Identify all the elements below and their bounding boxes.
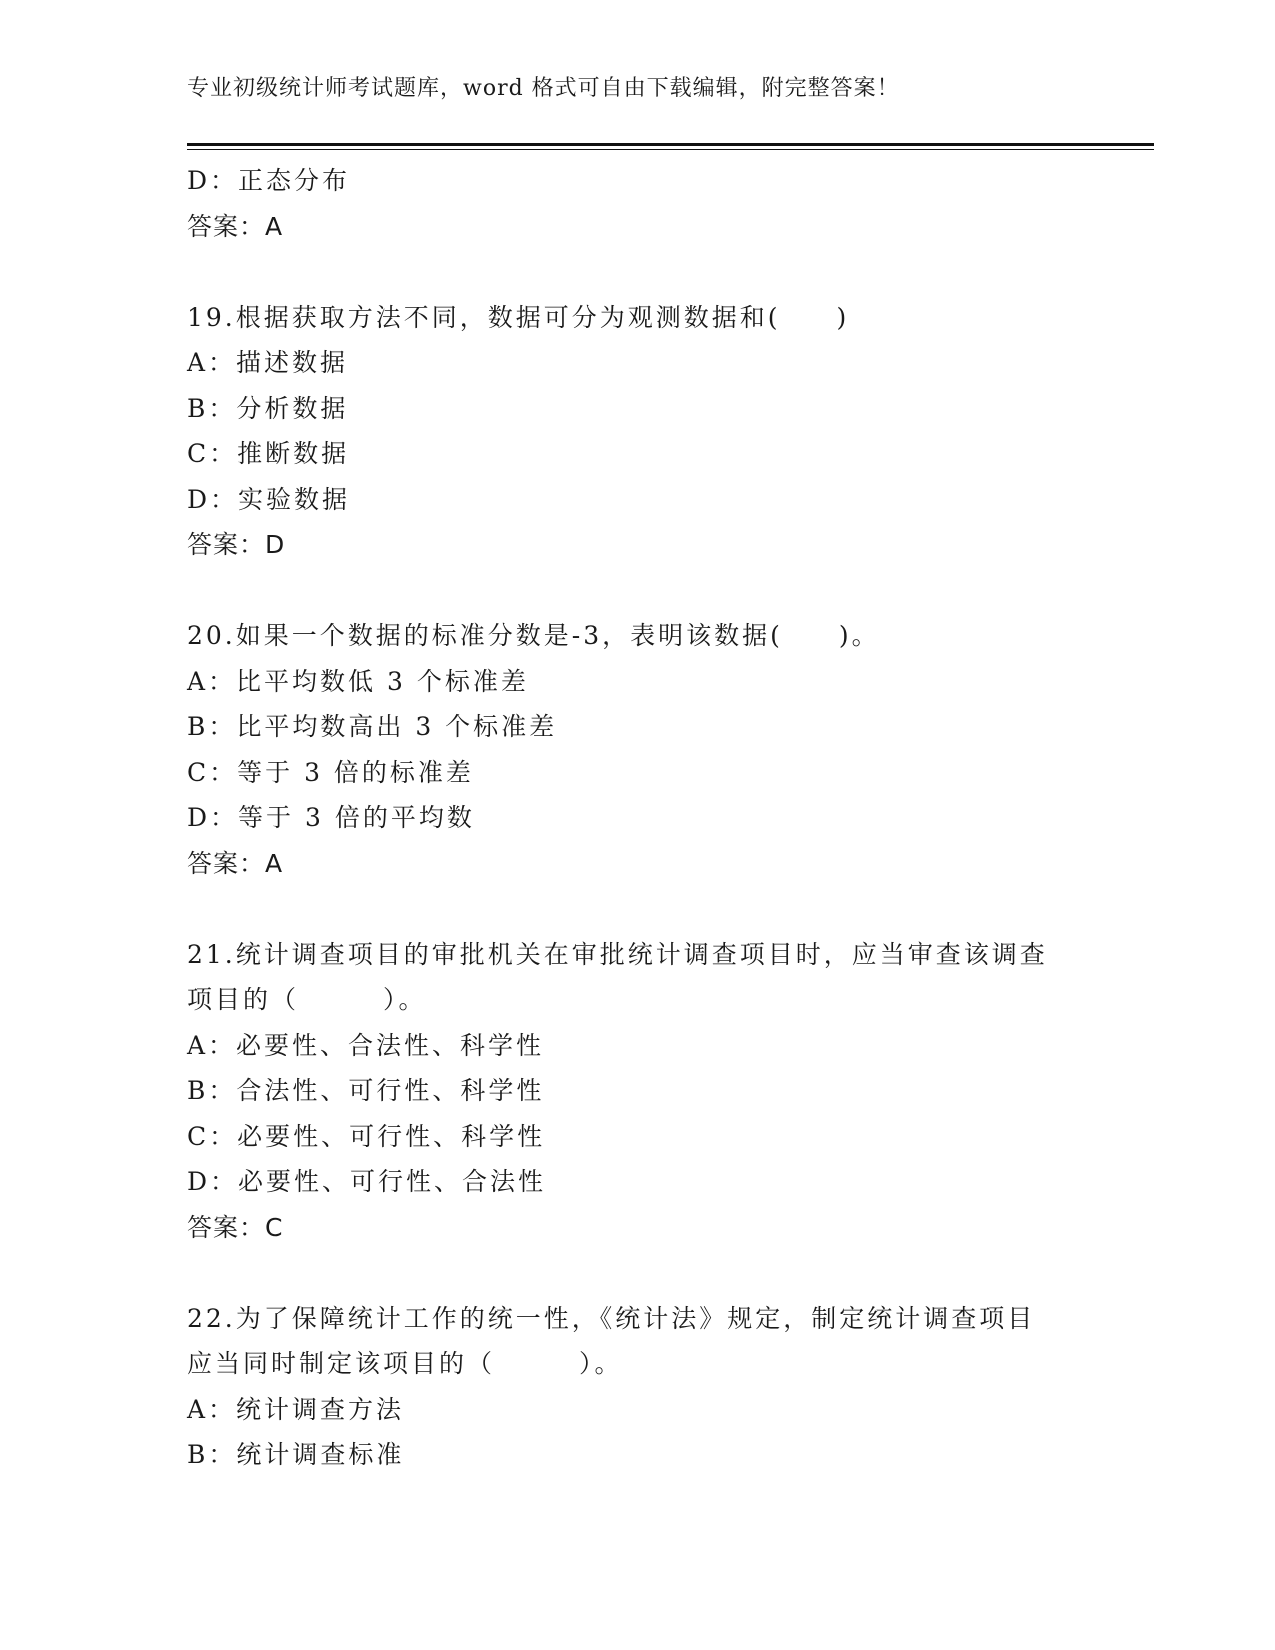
option-b: B：分析数据	[187, 393, 349, 423]
previous-option-d: D：正态分布	[187, 166, 351, 195]
option-b: B：合法性、可行性、科学性	[187, 1076, 545, 1105]
question-stem-continued: 应当同时制定该项目的（ ）。	[187, 1349, 623, 1378]
question-stem: 22.为了保障统计工作的统一性，《统计法》规定，制定统计调查项目	[187, 1303, 1036, 1333]
question-stem: 20.如果一个数据的标准分数是-3，表明该数据( )。	[187, 621, 880, 650]
option-a: A：比平均数低 3 个标准差	[187, 666, 529, 696]
answer-line: 答案：D	[187, 530, 286, 559]
question-21	[187, 932, 1087, 1251]
option-d: D：等于 3 倍的平均数	[187, 803, 475, 832]
option-c: C：必要性、可行性、科学性	[187, 1121, 546, 1151]
option-b: B：统计调查标准	[187, 1440, 405, 1469]
spacer	[187, 1250, 1087, 1296]
option-c: C：等于 3 倍的标准差	[187, 757, 474, 787]
option-d: D：实验数据	[187, 484, 351, 514]
question-stem: 19.根据获取方法不同，数据可分为观测数据和( )	[187, 302, 850, 332]
header-rule-thin	[187, 149, 1154, 150]
page-header: 专业初级统计师考试题库，word 格式可自由下载编辑，附完整答案！	[187, 76, 900, 101]
spacer	[187, 249, 1087, 295]
question-19	[187, 295, 1087, 568]
answer-line: 答案：A	[187, 848, 284, 878]
question-content	[187, 158, 1087, 1478]
question-22	[187, 1296, 1087, 1478]
option-a: A：统计调查方法	[187, 1394, 405, 1424]
question-stem-continued: 项目的（ ）。	[187, 985, 427, 1014]
question-stem: 21.统计调查项目的审批机关在审批统计调查项目时，应当审查该调查	[187, 939, 1048, 969]
option-a: A：描述数据	[187, 348, 349, 377]
option-d: D：必要性、可行性、合法性	[187, 1167, 547, 1196]
spacer	[187, 568, 1087, 614]
spacer	[187, 886, 1087, 932]
previous-answer: 答案：A	[187, 211, 284, 241]
option-b: B：比平均数高出 3 个标准差	[187, 712, 558, 741]
header-rule	[187, 143, 1154, 146]
option-a: A：必要性、合法性、科学性	[187, 1030, 545, 1060]
question-20	[187, 613, 1087, 886]
answer-line: 答案：C	[187, 1212, 284, 1242]
option-c: C：推断数据	[187, 439, 350, 468]
